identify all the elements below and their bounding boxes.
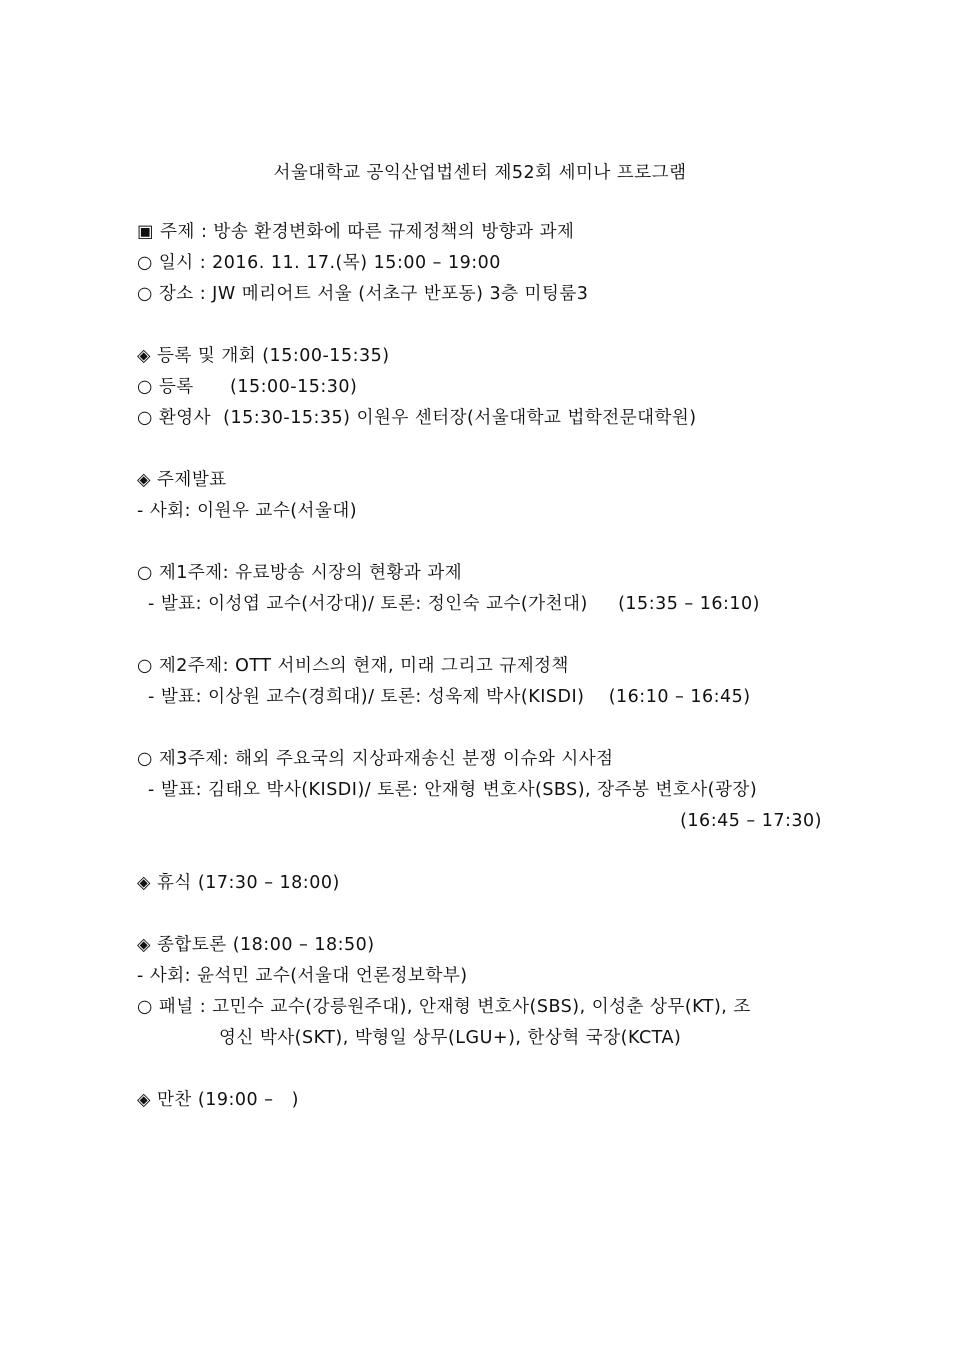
topic2-detail: - 발표: 이상원 교수(경희대)/ 토론: 성욱제 박사(KISDI) (16:10 – 16:45) [148,687,751,707]
topic3-detail: - 발표: 김태오 박사(KISDI)/ 토론: 안재형 변호사(SBS), 장주봉 변호사(광장) [148,780,758,800]
page-title: 서울대학교 공익산업법센터 제52회 세미나 프로그램 [273,163,687,183]
dinner-heading: ◈ 만찬 (19:00 – ) [137,1090,299,1110]
seminar-topic: ▣ 주제 : 방송 환경변화에 따른 규제정책의 방향과 과제 [137,222,575,242]
welcome-item: ○ 환영사 (15:30-15:35) 이원우 센터장(서울대학교 법학전문대학원) [137,408,697,428]
registration-item: ○ 등록 (15:00-15:30) [137,377,358,397]
presentations-moderator: - 사회: 이원우 교수(서울대) [137,501,358,521]
discussion-panel: ○ 패널 : 고민수 교수(강릉원주대), 안재형 변호사(SBS), 이성춘 상무(KT), 조 [137,997,751,1017]
topic3-time: (16:45 – 17:30) [680,811,822,831]
discussion-moderator: - 사회: 윤석민 교수(서울대 언론정보학부) [137,966,468,986]
seminar-date: ○ 일시 : 2016. 11. 17.(목) 15:00 – 19:00 [137,253,501,273]
topic3-title: ○ 제3주제: 해외 주요국의 지상파재송신 분쟁 이슈와 시사점 [137,749,614,769]
presentations-heading: ◈ 주제발표 [137,470,227,490]
discussion-panel-continued: 영신 박사(SKT), 박형일 상무(LGU+), 한상혁 국장(KCTA) [219,1028,682,1048]
registration-heading: ◈ 등록 및 개회 (15:00-15:35) [137,346,390,366]
topic2-title: ○ 제2주제: OTT 서비스의 현재, 미래 그리고 규제정책 [137,656,569,676]
break-heading: ◈ 휴식 (17:30 – 18:00) [137,873,340,893]
seminar-venue: ○ 장소 : JW 메리어트 서울 (서초구 반포동) 3층 미팅룸3 [137,284,589,304]
topic1-title: ○ 제1주제: 유료방송 시장의 현황과 과제 [137,563,463,583]
discussion-heading: ◈ 종합토론 (18:00 – 18:50) [137,935,375,955]
topic1-detail: - 발표: 이성엽 교수(서강대)/ 토론: 정인숙 교수(가천대) (15:35 – 16:10) [148,594,760,614]
